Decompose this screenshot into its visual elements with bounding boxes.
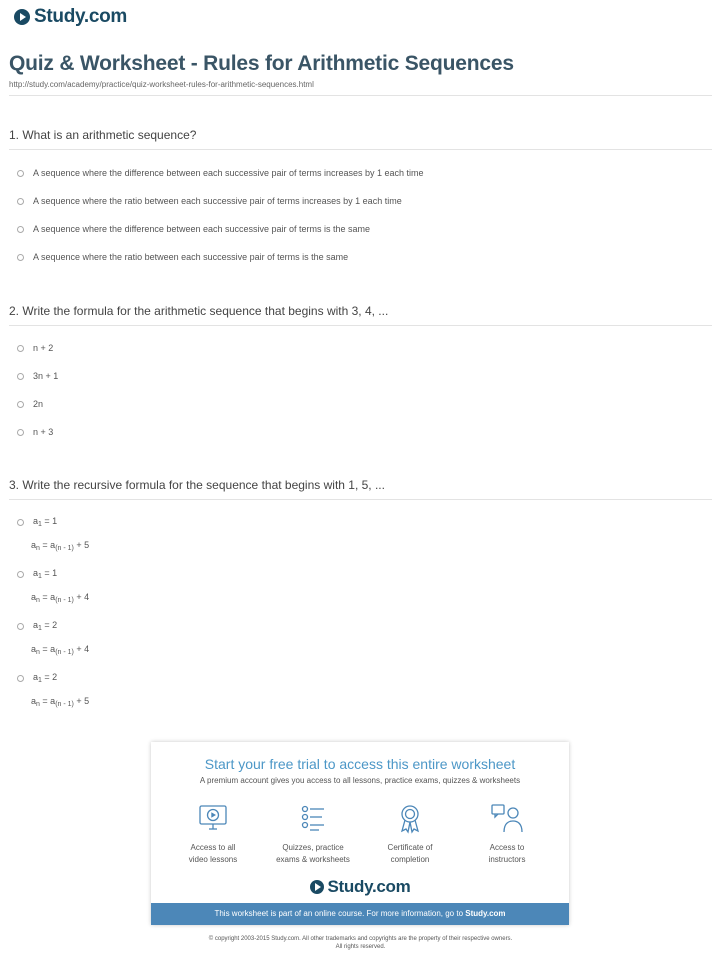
logo-text: Study.com bbox=[327, 877, 411, 896]
feature-label: Access to all video lessons bbox=[188, 843, 238, 864]
radio-button[interactable] bbox=[17, 254, 24, 261]
radio-button[interactable] bbox=[17, 519, 24, 526]
q3-option-b-line-2: $a_n = a_{(n - 1)} + 4$ bbox=[31, 592, 90, 604]
feature-instructors bbox=[457, 802, 557, 866]
option-text: A sequence where the ratio between each successive pair of terms is the same bbox=[33, 252, 349, 262]
option-line-1: $a_1 = 1$ bbox=[33, 568, 58, 580]
radio-button[interactable] bbox=[17, 198, 24, 205]
q1-option-b[interactable] bbox=[17, 196, 402, 206]
certificate-icon bbox=[394, 802, 426, 834]
quiz-list-icon bbox=[297, 802, 329, 834]
q2-option-b[interactable] bbox=[17, 371, 58, 381]
radio-button[interactable] bbox=[17, 571, 24, 578]
q3-option-b[interactable] bbox=[17, 568, 57, 580]
q3-option-a[interactable] bbox=[17, 516, 57, 528]
radio-button[interactable] bbox=[17, 623, 24, 630]
q2-option-a[interactable] bbox=[17, 343, 53, 353]
promo-subtitle: A premium account gives you access to all lessons, practice exams, quizzes & worksheets bbox=[199, 776, 521, 785]
radio-button[interactable] bbox=[17, 373, 24, 380]
q3-option-d[interactable] bbox=[17, 672, 57, 684]
radio-button[interactable] bbox=[17, 226, 24, 233]
option-text: 2n bbox=[33, 399, 44, 409]
play-logo-icon bbox=[14, 9, 30, 25]
q2-option-c[interactable] bbox=[17, 399, 43, 409]
q2-option-d[interactable] bbox=[17, 427, 53, 437]
option-text: n + 2 bbox=[33, 343, 54, 353]
play-logo-icon bbox=[310, 880, 324, 894]
study-logo[interactable] bbox=[14, 6, 127, 28]
video-lessons-icon bbox=[197, 802, 229, 834]
study-link[interactable]: Study.com bbox=[465, 909, 506, 918]
q1-option-a[interactable] bbox=[17, 168, 424, 178]
divider bbox=[9, 325, 712, 326]
radio-button[interactable] bbox=[17, 675, 24, 682]
option-text: A sequence where the ratio between each successive pair of terms increases by 1 each time bbox=[33, 196, 402, 206]
page-url: http://study.com/academy/practice/quiz-worksheet-rules-for-arithmetic-sequences.html bbox=[9, 80, 314, 89]
instructor-icon bbox=[490, 802, 524, 834]
q3-option-a-line-2: $a_n = a_{(n - 1)} + 5$ bbox=[31, 540, 90, 552]
radio-button[interactable] bbox=[17, 429, 24, 436]
option-text: n + 3 bbox=[33, 427, 54, 437]
logo-text: Study.com bbox=[34, 6, 128, 27]
promo-title[interactable]: Start your free trial to access this entire worksheet bbox=[204, 756, 516, 772]
q3-option-d-line-2: $a_n = a_{(n - 1)} + 5$ bbox=[31, 696, 90, 708]
promo-info-bar[interactable]: This worksheet is part of an online course. For more information, go to Study.com bbox=[151, 903, 569, 925]
question-2: 2. Write the formula for the arithmetic sequence that begins with 3, 4, ... bbox=[9, 304, 389, 318]
feature-quizzes bbox=[263, 802, 363, 866]
feature-video-lessons bbox=[163, 802, 263, 866]
option-line-1: $a_1 = 2$ bbox=[33, 620, 58, 632]
option-line-1: $a_1 = 1$ bbox=[33, 516, 58, 528]
divider bbox=[9, 95, 712, 96]
option-text: A sequence where the difference between each successive pair of terms is the same bbox=[33, 224, 371, 234]
divider bbox=[9, 499, 712, 500]
feature-certificate bbox=[360, 802, 460, 866]
feature-label: Quizzes, practice exams & worksheets bbox=[276, 843, 350, 864]
option-text: A sequence where the difference between each successive pair of terms increases by 1 each time bbox=[33, 168, 424, 178]
divider bbox=[9, 149, 712, 150]
free-trial-promo[interactable] bbox=[151, 742, 569, 925]
q1-option-c[interactable] bbox=[17, 224, 370, 234]
feature-label: Access to instructors bbox=[488, 843, 526, 864]
radio-button[interactable] bbox=[17, 345, 24, 352]
question-1: 1. What is an arithmetic sequence? bbox=[9, 128, 197, 142]
promo-study-logo[interactable] bbox=[151, 877, 569, 897]
feature-label: Certificate of completion bbox=[387, 843, 433, 864]
q3-option-c-line-2: $a_n = a_{(n - 1)} + 4$ bbox=[31, 644, 90, 656]
page-title: Quiz & Worksheet - Rules for Arithmetic Sequences bbox=[9, 52, 514, 75]
q1-option-d[interactable] bbox=[17, 252, 348, 262]
radio-button[interactable] bbox=[17, 170, 24, 177]
option-text: 3n + 1 bbox=[33, 371, 59, 381]
option-line-1: $a_1 = 2$ bbox=[33, 672, 58, 684]
radio-button[interactable] bbox=[17, 401, 24, 408]
copyright-footer: © copyright 2003-2015 Study.com. All other trademarks and copyrights are the property of their respective owners. All rights reserved. bbox=[208, 936, 513, 950]
q3-option-c[interactable] bbox=[17, 620, 57, 632]
question-3: 3. Write the recursive formula for the sequence that begins with 1, 5, ... bbox=[9, 478, 385, 492]
